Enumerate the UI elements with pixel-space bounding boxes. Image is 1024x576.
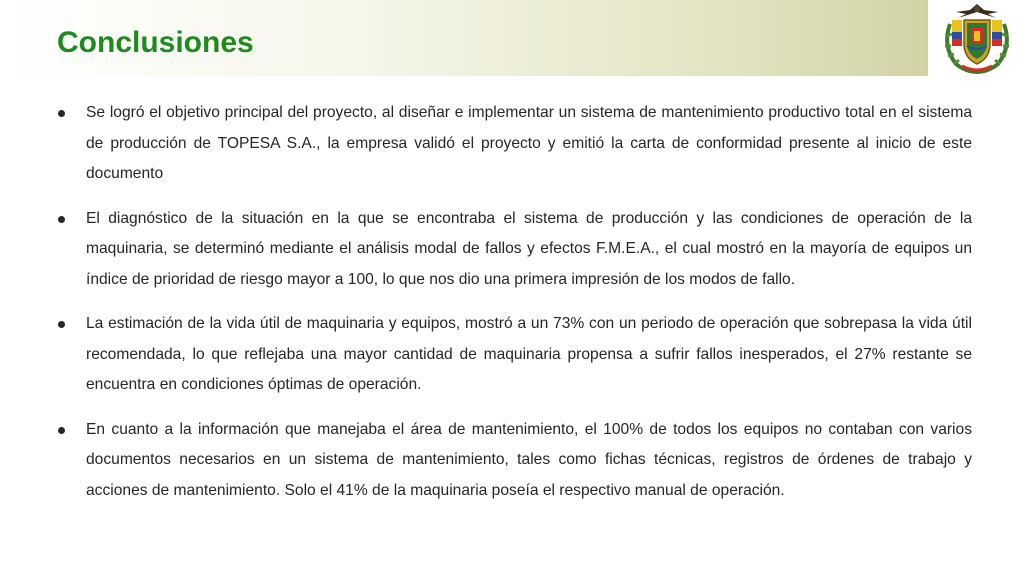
bullet-text: El diagnóstico de la situación en la que se encontraba el sistema de producción y las condiciones de operación de la maquinaria, se determinó mediante el análisis modal de fallos y efectos F.M.E.A., el cual mostró en la mayoría de equipos un índice de prioridad de riesgo mayor a 100, lo que nos dio una primera impresión de los modos de fallo. [86,209,972,288]
bullet-text: Se logró el objetivo principal del proyecto, al diseñar e implementar un sistema de mantenimiento productivo total en el sistema de producción de TOPESA S.A., la empresa validó el proyecto y emitió la carta de conformidad presente al inicio de este documento [86,104,972,182]
list-item [56,309,972,401]
bullet-icon [58,216,65,223]
bullet-text: En cuanto a la información que manejaba el área de mantenimiento, el 100% de todos los equipos no contaban con varios documentos necesarios en un sistema de mantenimiento, tales como fichas técnicas, registros de órdenes de trabajo y acciones de mantenimiento. Solo el 41% de la maquinaria poseía el respectivo manual de operación. [86,420,972,499]
bullet-text: La estimación de la vida útil de maquinaria y equipos, mostró a un 73% con un periodo de operación que sobrepasa la vida útil recomendada, lo que reflejaba una mayor cantidad de maquinaria propensa a sufrir fallos inesperados, el 27% restante se encuentra en condiciones óptimas de operación. [86,315,972,393]
page-title: Conclusiones [57,26,254,59]
bullet-icon [58,427,65,434]
bullet-icon [58,321,65,328]
list-item [56,204,972,296]
conclusions-list [56,98,972,520]
list-item [56,98,972,190]
coat-of-arms-icon [936,2,1018,76]
bullet-icon [58,110,65,117]
list-item [56,415,972,507]
